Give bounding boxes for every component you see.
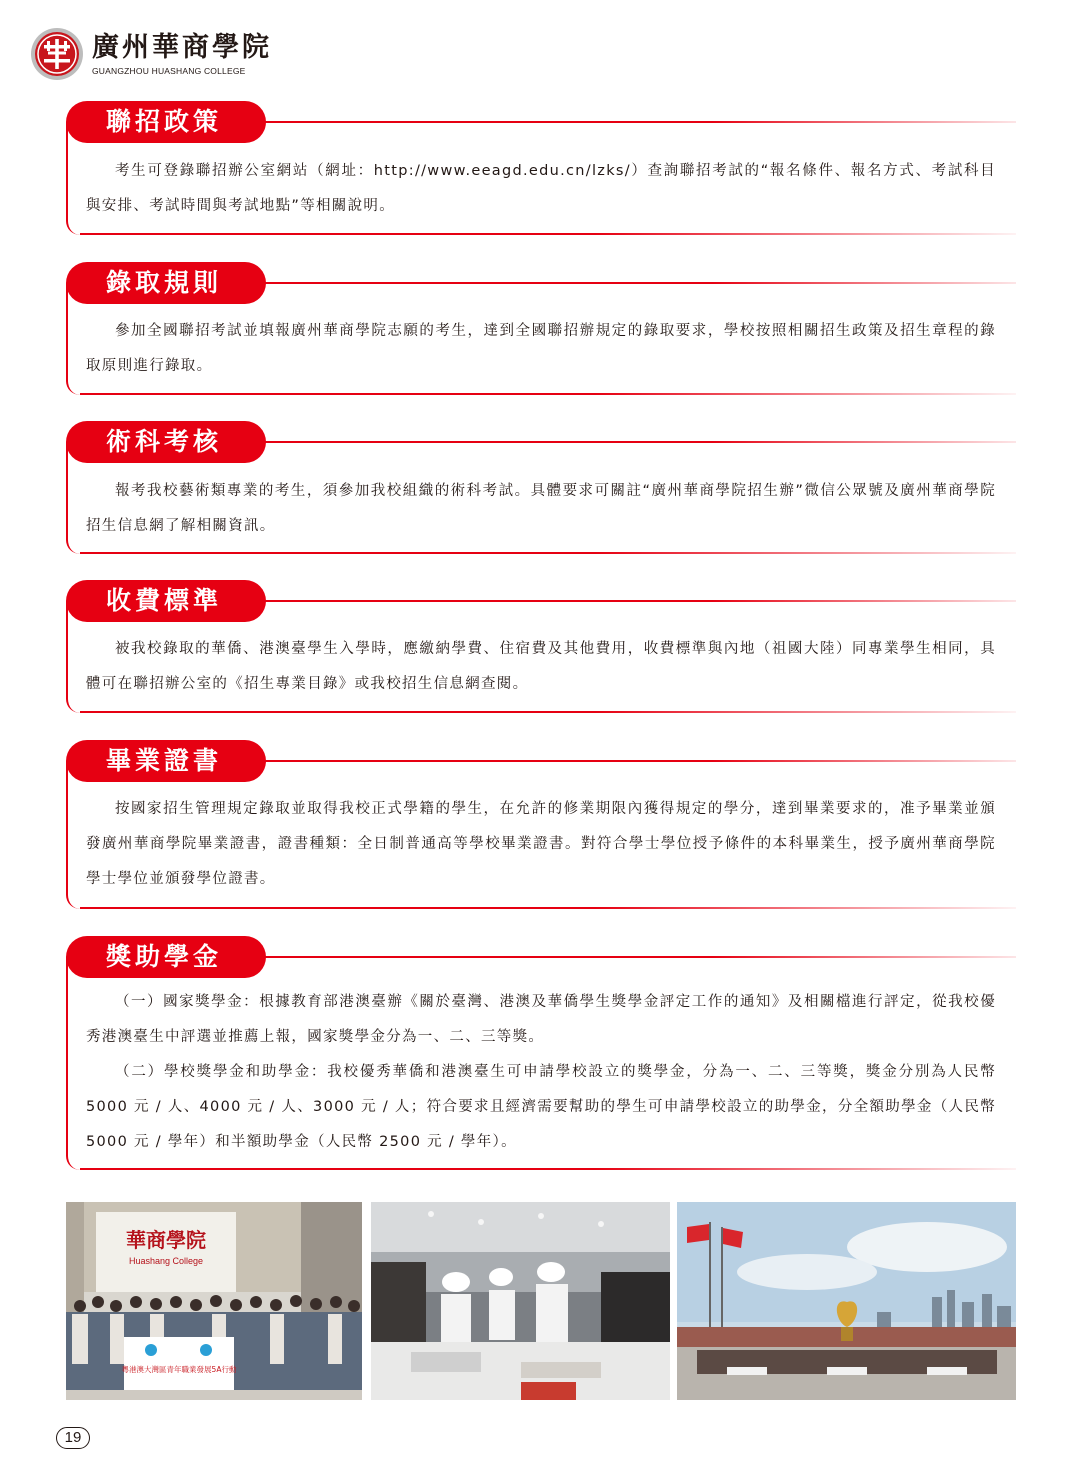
paragraph: 按國家招生管理規定錄取並取得我校正式學籍的學生，在允許的修業期限內獲得規定的學分，達到畢業要求的，准予畢業並頒發廣州華商學院畢業證書，證書種類：全日制普通高等學校畢業證書。對符合學士學位授予條件的本科畢業生，授予廣州華商學院學士學位並頒發學位證書。 bbox=[86, 801, 996, 887]
section-bottom-line bbox=[80, 393, 1016, 395]
section-body bbox=[86, 632, 996, 702]
section-title: 錄取規則 bbox=[66, 262, 266, 304]
section-title: 畢業證書 bbox=[66, 740, 266, 782]
paragraph: 參加全國聯招考試並填報廣州華商學院志願的考生，達到全國聯招辦規定的錄取要求，學校按照相關招生政策及招生章程的錄取原則進行錄取。 bbox=[86, 323, 996, 374]
section-admission-rules bbox=[66, 262, 1016, 395]
paragraph: （二）學校獎學金和助學金：我校優秀華僑和港澳臺生可申請學校設立的獎學金，分為一、二、三等獎，獎金分別為人民幣 5000 元 / 人、4000 元 / 人、3000 元 / 人；符合要求且經濟需要幫助的學生可申請學校設立的助學金，分全額助學金（人民幣 5000 元 / 學年）和半額助學金（人民幣 2500 元 / 學年）。 bbox=[86, 1064, 996, 1150]
section-title: 收費標準 bbox=[66, 580, 266, 622]
paragraph: 考生可登錄聯招辦公室網站（網址：http://www.eeagd.edu.cn/lzks/）查詢聯招考試的“報名條件、報名方式、考試科目與安排、考試時間與考試地點”等相關說明。 bbox=[86, 163, 996, 214]
section-body bbox=[86, 154, 996, 224]
section-title: 獎助學金 bbox=[66, 936, 266, 978]
paragraph: 被我校錄取的華僑、港澳臺學生入學時，應繳納學費、住宿費及其他費用，收費標準與內地（祖國大陸）同專業學生相同，具體可在聯招辦公室的《招生專業目錄》或我校招生信息網查閱。 bbox=[86, 641, 996, 692]
paragraph: 報考我校藝術類專業的考生，須參加我校組織的術科考試。具體要求可關註“廣州華商學院招生辦”微信公眾號及廣州華商學院招生信息網了解相關資訊。 bbox=[86, 483, 996, 534]
section-body bbox=[86, 314, 996, 384]
college-name-cn: 廣州華商學院 bbox=[92, 32, 272, 63]
section-scholarships bbox=[66, 936, 1016, 1170]
page-number: 19 bbox=[56, 1427, 90, 1449]
section-body bbox=[86, 985, 996, 1160]
photo-strip bbox=[66, 1202, 1016, 1400]
section-fees bbox=[66, 580, 1016, 713]
photo-sign-en: Huashang College bbox=[128, 1256, 204, 1266]
photo-cooking-class bbox=[371, 1202, 670, 1400]
paragraph: （一）國家獎學金：根據教育部港澳臺辦《關於臺灣、港澳及華僑學生獎學金評定工作的通知》及相關檔進行評定，從我校優秀港澳臺生中評選並推薦上報，國家獎學金分為一、二、三等獎。 bbox=[86, 994, 996, 1045]
section-bottom-line bbox=[80, 552, 1016, 554]
section-bottom-line bbox=[80, 1168, 1016, 1170]
section-title: 聯招政策 bbox=[66, 101, 266, 143]
college-name-en: GUANGZHOU HUASHANG COLLEGE bbox=[92, 66, 246, 76]
photo-golden-bauhinia bbox=[677, 1202, 1016, 1400]
section-bottom-line bbox=[80, 711, 1016, 713]
section-bottom-line bbox=[80, 907, 1016, 909]
section-title: 術科考核 bbox=[66, 421, 266, 463]
section-bottom-line bbox=[80, 233, 1016, 235]
section-body bbox=[86, 474, 996, 544]
photo-group-campus bbox=[66, 1202, 362, 1400]
photo-sign-cn: 華商學院 bbox=[126, 1228, 206, 1252]
section-diploma bbox=[66, 740, 1016, 909]
photo-banner-text: 粵港澳大灣區青年職業發展5A行動 bbox=[121, 1365, 237, 1374]
header bbox=[30, 26, 272, 82]
college-logo-icon bbox=[30, 27, 84, 81]
section-body bbox=[86, 792, 996, 897]
section-admission-policy bbox=[66, 101, 1016, 235]
section-art-exam bbox=[66, 421, 1016, 554]
